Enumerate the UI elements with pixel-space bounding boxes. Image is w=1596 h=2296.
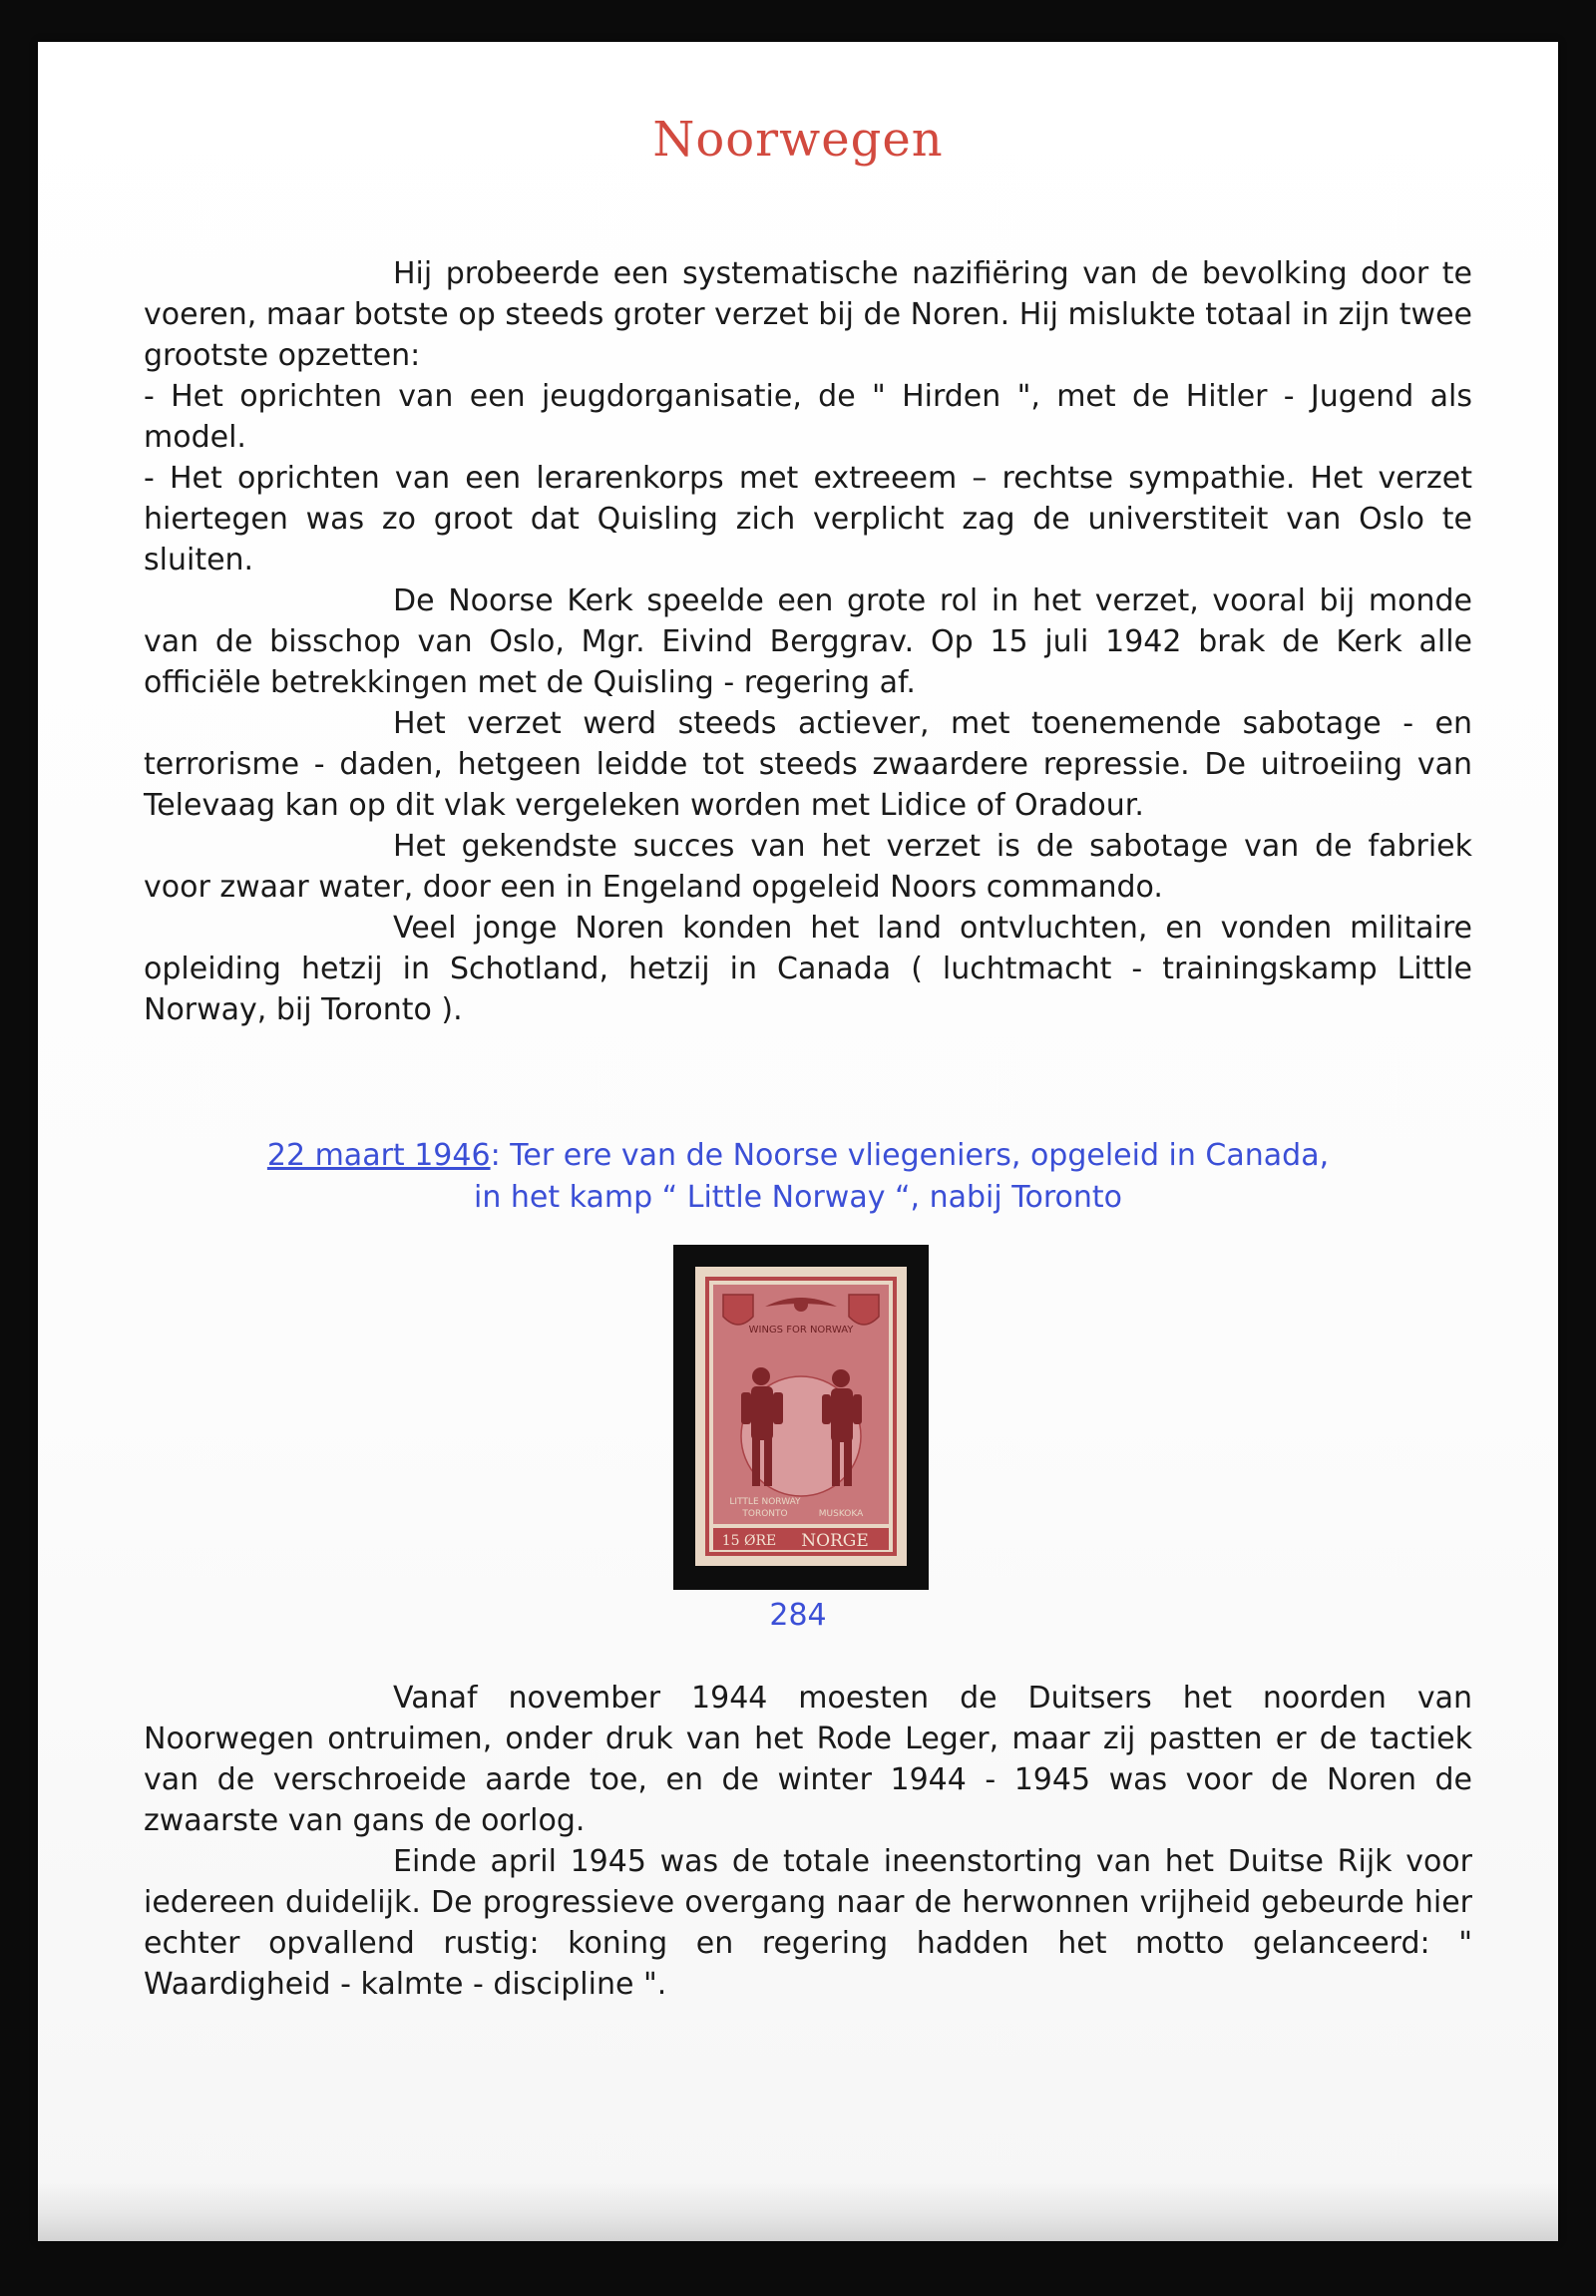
text-block-bottom <box>144 1678 1472 2005</box>
paragraph: Einde april 1945 was de totale ineenstorting van het Duitse Rijk voor iedereen duidelijk. De progressieve overgang naar de herwonnen vrijheid gebeurde hier echter opvallend rustig: koning en regering hadden het motto gelanceerd: " Waardigheid - kalmte - discipline ". <box>144 1844 1472 2002</box>
paragraph: - Het oprichten van een jeugdorganisatie, de " Hirden ", met de Hitler - Jugend als model. <box>144 379 1472 455</box>
stamp-country: NORGE <box>801 1531 869 1551</box>
left-shield-icon <box>723 1295 753 1325</box>
stamp-caption <box>38 1135 1558 1219</box>
stamp-right-place: MUSKOKA <box>818 1509 864 1519</box>
stamp-value: 15 ØRE <box>721 1533 777 1549</box>
paragraph: Hij probeerde een systematische nazifiëring van de bevolking door te voeren, maar botste op steeds groter verzet bij de Noren. Hij mislukte totaal in zijn twee grootste opzetten: <box>144 256 1472 373</box>
stamp-top-text: WINGS FOR NORWAY <box>748 1325 854 1336</box>
caption-line-1 <box>38 1135 1558 1177</box>
paragraph: De Noorse Kerk speelde een grote rol in het verzet, vooral bij monde van de bisschop van Oslo, Mgr. Eivind Berggrav. Op 15 juli 1942 brak de Kerk alle officiële betrekkingen met de Quisling - regering af. <box>144 583 1472 700</box>
roundel-icon <box>794 1298 808 1312</box>
stamp-illustration <box>695 1267 907 1566</box>
paragraph: Het verzet werd steeds actiever, met toenemende sabotage - en terrorisme - daden, hetgeen leidde tot steeds zwaardere repressie. De uitroeiing van Televaag kan op dit vlak vergeleken worden met Lidice of Oradour. <box>144 706 1472 823</box>
right-shield-icon <box>849 1295 879 1325</box>
stamp-left-place: LITTLE NORWAY <box>729 1497 801 1507</box>
caption-line-1-text: : Ter ere van de Noorse vliegeniers, opgeleid in Canada, <box>490 1138 1330 1173</box>
stamp-image <box>695 1267 907 1566</box>
text-block-top <box>144 253 1472 1030</box>
album-page <box>38 42 1558 2241</box>
paragraph: Het gekendste succes van het verzet is de sabotage van de fabriek voor zwaar water, door een in Engeland opgeleid Noors commando. <box>144 829 1472 905</box>
paragraph: Veel jonge Noren konden het land ontvluchten, en vonden militaire opleiding hetzij in Schotland, hetzij in Canada ( luchtmacht - trainingskamp Little Norway, bij Toronto ). <box>144 911 1472 1027</box>
paragraph: Vanaf november 1944 moesten de Duitsers het noorden van Noorwegen ontruimen, onder druk van het Rode Leger, maar zij pastten er de tactiek van de verschroeide aarde toe, en de winter 1944 - 1945 was voor de Noren de zwaarste van gans de oorlog. <box>144 1681 1472 1838</box>
page-bottom-edge <box>38 2181 1558 2241</box>
stamp-left-place-2: TORONTO <box>742 1509 788 1519</box>
stamp-mount <box>673 1245 929 1590</box>
caption-line-2: in het kamp “ Little Norway “, nabij Toronto <box>473 1180 1122 1215</box>
caption-date: 22 maart 1946 <box>266 1138 491 1173</box>
stamp-catalog-number: 284 <box>769 1598 827 1633</box>
paragraph: - Het oprichten van een lerarenkorps met extreeem – rechtse sympathie. Het verzet hiertegen was zo groot dat Quisling zich verplicht zag de universtiteit van Oslo te sluiten. <box>144 461 1472 577</box>
page-title: Noorwegen <box>652 112 944 168</box>
